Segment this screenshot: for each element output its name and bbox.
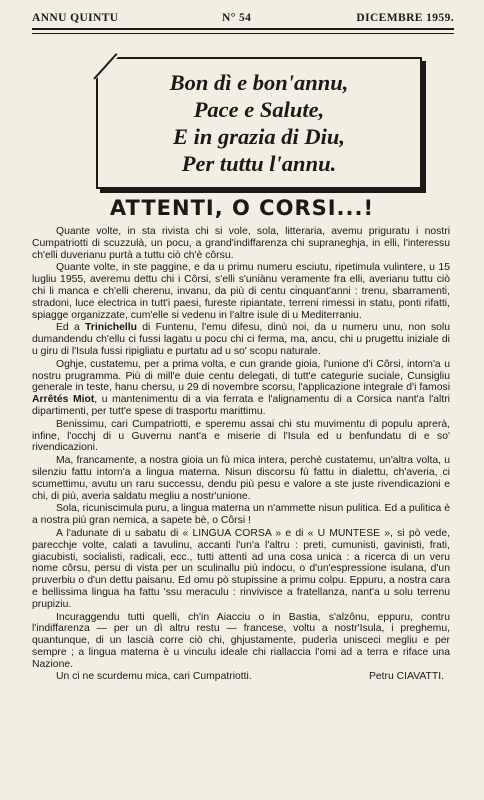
paragraph: Quante volte, in ste paggine, e da u primu numeru esciutu, ripetimula vulintere, u 15 lugliu 1955, averemu dettu chi i Côrsi, s'elli s'uniànu veramente fra elli, averianu tuttu ciò chi li manca e ch'elli cherenu, invanu, da più di centu cinquant'anni : trenu, sbarramenti, stradoni, luce electrica in tutt'i paesi, fureste ripiantate, terreni rimessi in statu, ponti rifatti, spiagge organizzate, cum'elle si vedenu in l'altre isule di u Mediterraniu.: [32, 262, 450, 321]
paragraph: [32, 322, 450, 357]
text-run: Oghje, custatemu, per a prima volta, e cun grande gioia, l'unione d'i Côrsi, intorn'a u nostru prugramma. Più di mill'e duie centu delegati, di tutt'e categurie suciale, Cunsigliu generale in teste, hanu chersu, u 29 di novembre scorsu, l'applicazione integrale d'i famosi: [32, 358, 450, 394]
paragraph: Sola, ricuniscimula puru, a lingua materna un n'ammette nisun pulitica. Ed a pulitica è a nostra più gran nemica, a sapete bè, o Côrsi !: [32, 503, 450, 527]
text-run: Ed a: [56, 322, 86, 334]
text-run: di Funtenu, l'emu difesu, dinù noi, da u numeru unu, non solu dumandendu ch'ellu ci fussi lagatu u pocu chi ci ferma, ma, ancu, chi u prugettu iniziale di u giru di l'Isula fussi ripigliatu e purtatu ad u so' scopu naturale.: [32, 322, 451, 357]
paragraph: Incuraggendu tutti quelli, ch'in Aiacciu o in Bastia, s'alzônu, eppuru, contru l'indiffarenza — per un dì altru restu — francese, voltu a nostr'Isula, i preghemu, quantunque, di un lascià corre ciò chi, ghjustamente, puderìa unisceci megliu e per sempre ; a lingua materna è u vinculu ideale chi riallaccia l'omi ad a terra e riface una Nazione.: [32, 611, 450, 670]
author-signature: Petru CIAVATTI.: [368, 671, 444, 683]
article-title: ATTENTI, O CORSI...!: [109, 196, 375, 220]
bold-term: Arrêtés Miot: [32, 394, 95, 406]
header-volume: ANNU QUINTU: [32, 12, 119, 24]
closing-row: [32, 671, 450, 683]
header-date: DICEMBRE 1959.: [356, 12, 454, 24]
header-rule-thin: [32, 33, 454, 34]
paragraph: [32, 359, 450, 418]
closing-line: Un ci ne scurdemu mica, cari Cumpatriotti.: [56, 671, 252, 683]
page-header: [32, 10, 454, 28]
paragraph: A l'adunate di u sabatu di « LINGUA CORSA » e di « U MUNTESE », si pò vede, parecchje volte, calati a tavulinu, accanti l'un'a l'altru : preti, cumunisti, gavinisti, frati, giacubisti, socialisti, radicali, ecc., tutti attenti ad una cosa unica : a ricerca di un veru nome côrsu, persu di vista per un sculinallu più indocu, o d'un'espressione isulana, d'un pruverbiu o d'un dettu paisanu. Ed omu pò stupissine a primu colpu. Eppuru, a nostra cara e bellissima lingua ha fattu 'ssu meraculu : rinvivisce a fratellanza, nant'a u solu terrenu prupiziu.: [32, 527, 450, 610]
greeting-line: E in grazia di Diu,: [173, 124, 345, 149]
bold-term: Trinichellu: [85, 322, 137, 334]
paragraph: Quante volte, in sta rivista chi si vole, sola, litteraria, avemu priguratu i nostri Cumpatriotti di scuzzulà, un pocu, a grand'indiffarenza chi supraneghja, in elli, l'interessu ch'elli duverianu purtà a tuttu ciò ch'è côrsu.: [32, 226, 450, 261]
greeting-line: Pace e Salute,: [193, 97, 325, 122]
article-body: [32, 226, 450, 683]
greeting-line: Per tuttu l'annu.: [181, 151, 337, 176]
paragraph: Ma, francamente, a nostra gioia un fù mica intera, perchè custatemu, un'altra volta, u silenziu fattu intorn'a a lingua materna. Nisun discorsu fù fattu in dialettu, ch'averia, ci scumettimu, avutu un raru successu, dendu più pesu e valore a ste juste rivendicazioni e chi, di più, averia saldatu megliu a nostr'unione.: [32, 455, 450, 502]
text-run: , u mantenimentu di a via ferrata e l'alignamentu di a Corsica nant'a l'altri dipartimenti, per tutt'e spese di trasportu marittimu.: [32, 394, 450, 417]
header-issue-number: N° 54: [222, 12, 252, 24]
paragraph: Benissimu, cari Cumpatriotti, e speremu assai chi stu muvimentu di populu aprerà, infine, l'occhj di u Guvernu nant'a e miserie di l'Isula ed u benfundatu di e so' rivendicazioni.: [32, 418, 450, 454]
header-rule-thick: [32, 28, 454, 30]
greeting-line: Bon dì e bon'annu,: [169, 70, 349, 95]
new-year-greeting-box: [96, 57, 422, 189]
box-folded-corner: [96, 57, 118, 79]
